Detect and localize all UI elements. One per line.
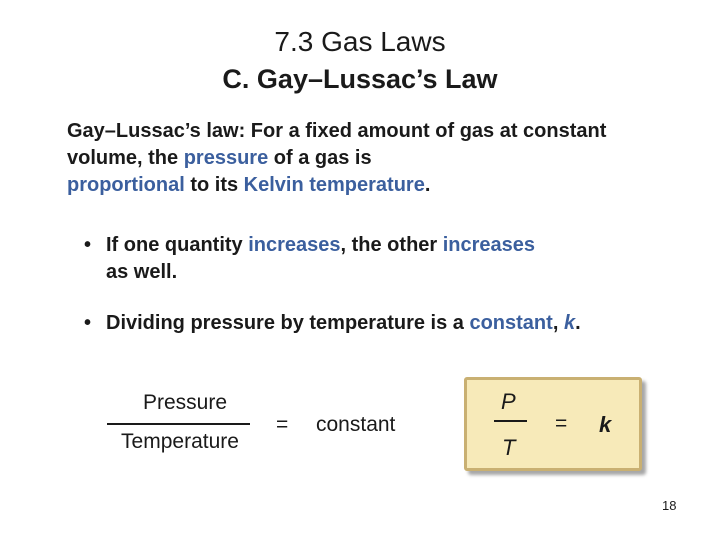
fraction-denominator: Temperature xyxy=(121,430,239,453)
bullet-text: as well. xyxy=(106,261,178,283)
definition-text: Gay–Lussac’s law: For a fixed amount of gas at constant volume, the xyxy=(67,120,607,169)
bullet-item xyxy=(84,232,706,286)
bullet-text: Dividing pressure by temperature is a xyxy=(106,312,470,334)
definition-highlight-pressure: pressure xyxy=(183,147,269,169)
bullet-highlight: constant xyxy=(469,312,553,334)
page-number: 18 xyxy=(662,498,677,513)
definition-text: of a gas is xyxy=(268,147,372,169)
bullet-icon: • xyxy=(84,234,92,256)
bullet-icon: • xyxy=(84,312,92,334)
formula-constant: k xyxy=(599,412,612,437)
formula-numerator: P xyxy=(501,389,516,414)
bullet-highlight-k: k xyxy=(563,312,576,334)
equals-sign: = xyxy=(276,413,289,436)
bullet-highlight: increases xyxy=(248,234,341,256)
definition-text: to its xyxy=(184,174,244,196)
formula-fraction-bar xyxy=(494,420,527,422)
formula-box xyxy=(464,377,642,471)
bullet-text: If one quantity xyxy=(106,234,249,256)
slide-title: 7.3 Gas Laws xyxy=(274,26,446,57)
constant-label: constant xyxy=(316,413,396,436)
bullet-text: , the other xyxy=(340,234,443,256)
bullet-highlight: increases xyxy=(442,234,536,256)
formula-equals-sign: = xyxy=(555,412,568,435)
bullet-text: , xyxy=(552,312,564,334)
bullet-text: . xyxy=(575,312,581,334)
definition-highlight-kelvin: Kelvin temperature xyxy=(243,174,425,196)
law-definition xyxy=(67,118,687,199)
slide-subtitle: C. Gay–Lussac’s Law xyxy=(222,64,498,94)
definition-highlight-proportional: proportional xyxy=(67,174,185,196)
definition-text: . xyxy=(424,174,431,196)
bullet-item xyxy=(84,310,716,337)
fraction-bar xyxy=(107,423,250,425)
formula-denominator: T xyxy=(502,435,516,460)
fraction-numerator: Pressure xyxy=(142,391,228,414)
